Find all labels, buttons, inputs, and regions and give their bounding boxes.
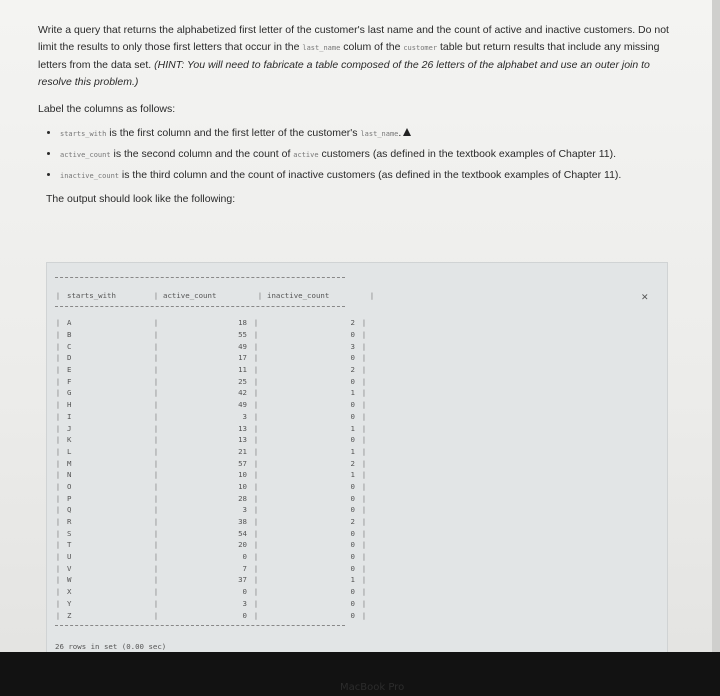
table-cell: 10 xyxy=(238,470,247,480)
pipe: | xyxy=(369,290,375,300)
table-cell: 0 xyxy=(350,587,355,597)
pipe: | xyxy=(55,446,61,456)
table-row xyxy=(55,527,375,539)
sql-result-table xyxy=(55,273,375,651)
table-cell: A xyxy=(67,318,72,328)
table-cell: B xyxy=(67,330,72,340)
pipe: | xyxy=(361,493,367,503)
pipe: | xyxy=(55,365,61,375)
table-cell: J xyxy=(67,423,72,433)
table-cell: T xyxy=(67,540,72,550)
bullet-text: is the first column and the first letter of the customer's xyxy=(106,127,361,139)
pipe: | xyxy=(153,575,159,585)
output-instruction: The output should look like the following: xyxy=(46,193,236,205)
table-cell: U xyxy=(67,552,72,562)
pipe: | xyxy=(55,435,61,445)
pipe: | xyxy=(361,423,367,433)
pipe: | xyxy=(153,517,159,527)
table-cell: 7 xyxy=(242,563,247,573)
pipe: | xyxy=(361,353,367,363)
pipe: | xyxy=(153,470,159,480)
expand-icon[interactable]: ✕ xyxy=(641,292,649,302)
pipe: | xyxy=(361,552,367,562)
pipe: | xyxy=(55,505,61,515)
pipe: | xyxy=(153,365,159,375)
bullet-text: is the second column and the count of xyxy=(110,148,294,160)
bullet-starts-with xyxy=(60,125,678,143)
table-cell: F xyxy=(67,376,72,386)
table-cell: 2 xyxy=(350,365,355,375)
table-row xyxy=(55,364,375,376)
pipe: | xyxy=(253,563,259,573)
table-cell: 0 xyxy=(242,610,247,620)
table-cell: 0 xyxy=(350,353,355,363)
question-content xyxy=(38,22,678,205)
pipe: | xyxy=(55,587,61,597)
pipe: | xyxy=(257,290,263,300)
table-cell: 1 xyxy=(350,470,355,480)
table-row xyxy=(55,399,375,411)
table-body xyxy=(55,317,375,621)
pipe: | xyxy=(55,540,61,550)
pipe: | xyxy=(153,481,159,491)
table-row xyxy=(55,422,375,434)
pipe: | xyxy=(55,481,61,491)
pipe: | xyxy=(253,388,259,398)
table-cell: V xyxy=(67,563,72,573)
pipe: | xyxy=(55,290,61,300)
table-cell: 1 xyxy=(350,446,355,456)
table-row xyxy=(55,387,375,399)
pipe: | xyxy=(153,435,159,445)
table-cell: N xyxy=(67,470,72,480)
table-header xyxy=(55,288,375,302)
label-instruction: Label the columns as follows: xyxy=(38,103,176,115)
table-cell: 1 xyxy=(350,423,355,433)
question-text xyxy=(38,22,678,91)
table-cell: 10 xyxy=(238,481,247,491)
table-cell: S xyxy=(67,528,72,538)
table-cell: E xyxy=(67,365,72,375)
table-cell: 2 xyxy=(350,318,355,328)
header-starts-with: starts_with xyxy=(67,290,116,300)
pipe: | xyxy=(361,435,367,445)
pipe: | xyxy=(361,376,367,386)
pipe: | xyxy=(153,610,159,620)
table-row xyxy=(55,586,375,598)
table-cell: Z xyxy=(67,610,72,620)
pipe: | xyxy=(253,575,259,585)
question-part-3: table but return results that include any missing letters from the data set. xyxy=(38,41,660,71)
table-cell: W xyxy=(67,575,72,585)
pipe: | xyxy=(253,365,259,375)
table-cell: 0 xyxy=(350,400,355,410)
pipe: | xyxy=(361,446,367,456)
pipe: | xyxy=(361,528,367,538)
table-cell: Y xyxy=(67,598,72,608)
pipe: | xyxy=(153,505,159,515)
bullet-active-count xyxy=(60,146,678,164)
pipe: | xyxy=(361,318,367,328)
pipe: | xyxy=(153,376,159,386)
pipe: | xyxy=(253,376,259,386)
table-cell: Q xyxy=(67,505,72,515)
pipe: | xyxy=(153,330,159,340)
table-cell: 0 xyxy=(242,587,247,597)
table-cell: 2 xyxy=(350,517,355,527)
pipe: | xyxy=(55,388,61,398)
pipe: | xyxy=(55,610,61,620)
code-last-name: last_name xyxy=(360,130,399,138)
table-cell: 42 xyxy=(238,388,247,398)
pipe: | xyxy=(55,318,61,328)
pipe: | xyxy=(55,423,61,433)
table-cell: 2 xyxy=(350,458,355,468)
pipe: | xyxy=(153,540,159,550)
pipe: | xyxy=(253,540,259,550)
code-starts-with: starts_with xyxy=(60,130,107,138)
pipe: | xyxy=(153,400,159,410)
pipe: | xyxy=(153,411,159,421)
pipe: | xyxy=(153,563,159,573)
pipe: | xyxy=(55,552,61,562)
code-active-count: active_count xyxy=(60,151,111,159)
table-cell: D xyxy=(67,353,72,363)
pipe: | xyxy=(361,388,367,398)
pipe: | xyxy=(55,330,61,340)
pipe: | xyxy=(361,330,367,340)
table-cell: 3 xyxy=(242,505,247,515)
table-cell: 54 xyxy=(238,528,247,538)
table-cell: 17 xyxy=(238,353,247,363)
pipe: | xyxy=(153,552,159,562)
pipe: | xyxy=(153,353,159,363)
table-cell: 57 xyxy=(238,458,247,468)
pipe: | xyxy=(253,517,259,527)
table-border-mid xyxy=(55,306,345,317)
pipe: | xyxy=(361,341,367,351)
table-cell: 20 xyxy=(238,540,247,550)
pipe: | xyxy=(55,575,61,585)
laptop-brand-label: MacBook Pro xyxy=(340,682,405,693)
table-cell: 0 xyxy=(350,493,355,503)
pipe: | xyxy=(253,528,259,538)
table-border-bottom xyxy=(55,625,345,636)
pipe: | xyxy=(153,458,159,468)
table-row xyxy=(55,411,375,423)
table-cell: 21 xyxy=(238,446,247,456)
table-row xyxy=(55,516,375,528)
pipe: | xyxy=(361,458,367,468)
table-cell: I xyxy=(67,411,72,421)
table-cell: 3 xyxy=(242,598,247,608)
table-cell: 0 xyxy=(350,598,355,608)
pipe: | xyxy=(253,341,259,351)
pipe: | xyxy=(253,470,259,480)
table-cell: 18 xyxy=(238,318,247,328)
pipe: | xyxy=(361,598,367,608)
mouse-cursor-icon xyxy=(403,128,411,136)
pipe: | xyxy=(55,411,61,421)
pipe: | xyxy=(253,353,259,363)
table-cell: 49 xyxy=(238,400,247,410)
pipe: | xyxy=(55,353,61,363)
table-cell: 0 xyxy=(242,552,247,562)
table-row xyxy=(55,317,375,329)
table-row xyxy=(55,340,375,352)
pipe: | xyxy=(253,505,259,515)
pipe: | xyxy=(55,400,61,410)
table-cell: 0 xyxy=(350,528,355,538)
table-cell: 1 xyxy=(350,575,355,585)
table-cell: 37 xyxy=(238,575,247,585)
table-row xyxy=(55,375,375,387)
pipe: | xyxy=(55,528,61,538)
code-last-name: last_name xyxy=(302,44,341,52)
header-active-count: active_count xyxy=(163,290,217,300)
table-cell: G xyxy=(67,388,72,398)
table-cell: O xyxy=(67,481,72,491)
output-example-box xyxy=(46,262,668,652)
header-inactive-count: inactive_count xyxy=(267,290,330,300)
pipe: | xyxy=(153,388,159,398)
question-part-2: colum of the xyxy=(340,41,404,53)
code-customer: customer xyxy=(403,44,438,52)
table-cell: 0 xyxy=(350,330,355,340)
pipe: | xyxy=(55,517,61,527)
bullet-text: . xyxy=(398,127,402,139)
table-row xyxy=(55,551,375,563)
pipe: | xyxy=(55,563,61,573)
table-row xyxy=(55,539,375,551)
pipe: | xyxy=(253,481,259,491)
table-row xyxy=(55,457,375,469)
table-row xyxy=(55,609,375,621)
table-cell: M xyxy=(67,458,72,468)
pipe: | xyxy=(153,493,159,503)
pipe: | xyxy=(55,598,61,608)
table-cell: P xyxy=(67,493,72,503)
pipe: | xyxy=(361,481,367,491)
table-cell: 0 xyxy=(350,435,355,445)
pipe: | xyxy=(153,446,159,456)
pipe: | xyxy=(361,400,367,410)
table-cell: K xyxy=(67,435,72,445)
table-cell: 13 xyxy=(238,423,247,433)
code-active: active xyxy=(293,151,319,159)
pipe: | xyxy=(253,493,259,503)
bullet-text: is the third column and the count of inactive customers (as defined in the textbook examples of Chapter 11). xyxy=(119,169,622,181)
code-inactive-count: inactive_count xyxy=(60,172,120,180)
pipe: | xyxy=(253,610,259,620)
pipe: | xyxy=(361,540,367,550)
pipe: | xyxy=(361,470,367,480)
table-cell: 0 xyxy=(350,610,355,620)
rows-in-set-text: 26 rows in set (0.00 sec) xyxy=(55,641,167,651)
pipe: | xyxy=(361,587,367,597)
table-cell: 0 xyxy=(350,563,355,573)
pipe: | xyxy=(361,563,367,573)
table-row xyxy=(55,481,375,493)
table-cell: 0 xyxy=(350,411,355,421)
pipe: | xyxy=(361,365,367,375)
pipe: | xyxy=(253,411,259,421)
table-cell: 0 xyxy=(350,505,355,515)
pipe: | xyxy=(55,376,61,386)
pipe: | xyxy=(55,458,61,468)
table-cell: R xyxy=(67,517,72,527)
table-cell: 0 xyxy=(350,540,355,550)
table-cell: 1 xyxy=(350,388,355,398)
pipe: | xyxy=(361,411,367,421)
table-row xyxy=(55,504,375,516)
table-cell: 0 xyxy=(350,552,355,562)
pipe: | xyxy=(55,341,61,351)
pipe: | xyxy=(55,470,61,480)
pipe: | xyxy=(55,493,61,503)
table-cell: H xyxy=(67,400,72,410)
table-row xyxy=(55,562,375,574)
table-cell: 11 xyxy=(238,365,247,375)
table-cell: 25 xyxy=(238,376,247,386)
bullet-inactive-count xyxy=(60,167,678,185)
pipe: | xyxy=(253,458,259,468)
table-row xyxy=(55,492,375,504)
table-row xyxy=(55,434,375,446)
table-row xyxy=(55,446,375,458)
pipe: | xyxy=(253,318,259,328)
pipe: | xyxy=(153,528,159,538)
table-cell: 55 xyxy=(238,330,247,340)
question-part-1: Write a query that returns the alphabetized first letter of the customer's last name and the count of active and inactive customers. Do not limit the results to only those first letters that occur in the xyxy=(38,24,669,53)
table-border-top xyxy=(55,277,345,288)
pipe: | xyxy=(153,423,159,433)
bullet-text: customers (as defined in the textbook examples of Chapter 11). xyxy=(318,148,617,160)
pipe: | xyxy=(153,290,159,300)
table-row xyxy=(55,469,375,481)
table-row xyxy=(55,352,375,364)
table-cell: 3 xyxy=(350,341,355,351)
pipe: | xyxy=(253,552,259,562)
table-cell: 0 xyxy=(350,481,355,491)
table-row xyxy=(55,574,375,586)
table-row xyxy=(55,329,375,341)
pipe: | xyxy=(361,517,367,527)
table-cell: 13 xyxy=(238,435,247,445)
table-cell: C xyxy=(67,341,72,351)
hint-text: (HINT: You will need to fabricate a table composed of the 26 letters of the alphabet and use an outer join to resolve this problem.) xyxy=(38,59,650,88)
pipe: | xyxy=(153,587,159,597)
pipe: | xyxy=(153,318,159,328)
table-cell: 3 xyxy=(242,411,247,421)
table-cell: 28 xyxy=(238,493,247,503)
pipe: | xyxy=(361,575,367,585)
pipe: | xyxy=(253,400,259,410)
table-cell: 0 xyxy=(350,376,355,386)
pipe: | xyxy=(253,435,259,445)
pipe: | xyxy=(253,423,259,433)
table-cell: 38 xyxy=(238,517,247,527)
table-cell: X xyxy=(67,587,72,597)
table-cell: 49 xyxy=(238,341,247,351)
table-row xyxy=(55,598,375,610)
pipe: | xyxy=(153,598,159,608)
table-cell: L xyxy=(67,446,72,456)
pipe: | xyxy=(153,341,159,351)
pipe: | xyxy=(361,610,367,620)
pipe: | xyxy=(253,598,259,608)
pipe: | xyxy=(253,446,259,456)
pipe: | xyxy=(253,587,259,597)
pipe: | xyxy=(253,330,259,340)
pipe: | xyxy=(361,505,367,515)
column-bullets xyxy=(38,125,678,185)
